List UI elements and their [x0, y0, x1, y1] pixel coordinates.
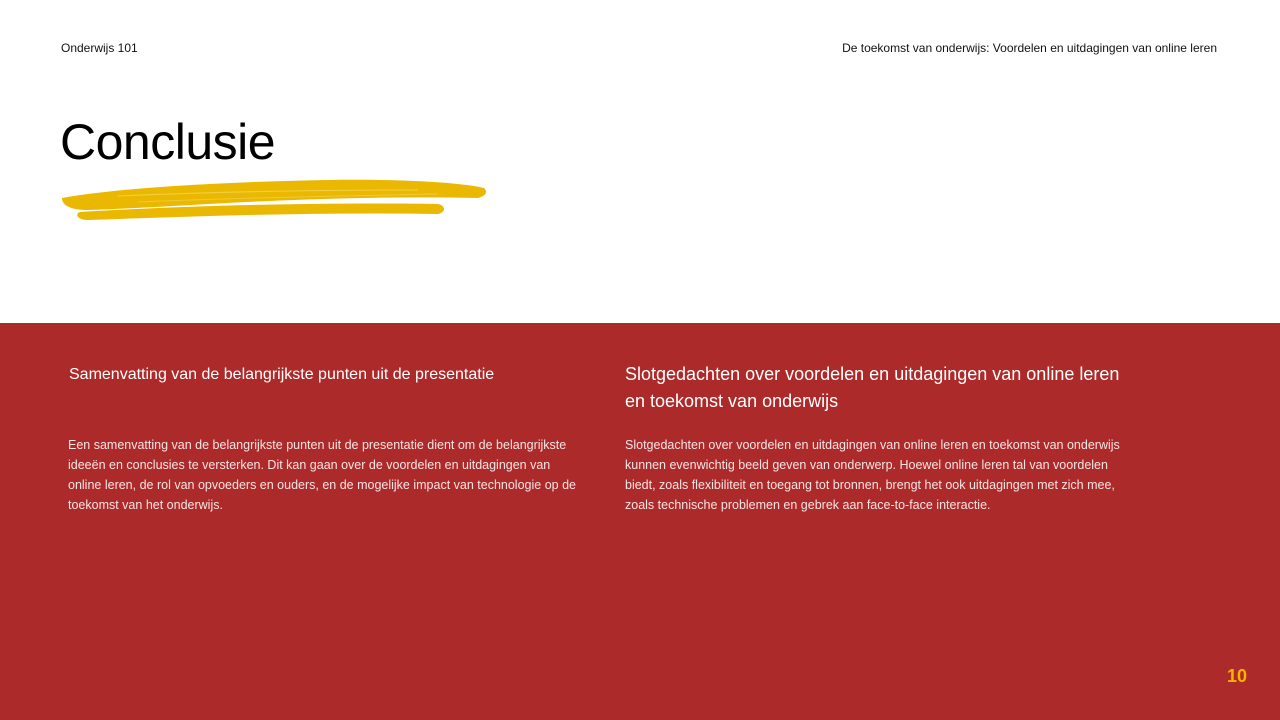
presentation-title: De toekomst van onderwijs: Voordelen en uitdagingen van online leren	[842, 41, 1217, 55]
summary-text: Een samenvatting van de belangrijkste punten uit de presentatie dient om de belangrijkste ideeën en conclusies te versterken. Dit kan gaan over de voordelen en uitdagingen van online leren, de rol van opvoeders en ouders, en de mogelijke impact van technologie op de toekomst van het onderwijs.	[68, 438, 576, 512]
summary-heading: Samenvatting van de belangrijkste punten uit de presentatie	[69, 366, 495, 383]
final-thoughts-text: Slotgedachten over voordelen en uitdagingen van online leren en toekomst van onderwijs kunnen evenwichtig beeld geven van onderwerp. Hoewel online leren tal van voordelen biedt, zoals flexibiliteit en toegang tot bronnen, brengt het ook uitdagingen met zich mee, zoals technische problemen en gebrek aan face-to-face interactie.	[625, 438, 1120, 512]
brush-stroke-underline	[58, 174, 490, 224]
slide-title: Conclusie	[60, 114, 276, 170]
page-number: 10	[1226, 666, 1247, 686]
final-thoughts-heading: Slotgedachten over voordelen en uitdagingen van online leren en toekomst van onderwijs	[625, 364, 1120, 411]
course-name: Onderwijs 101	[61, 41, 138, 55]
